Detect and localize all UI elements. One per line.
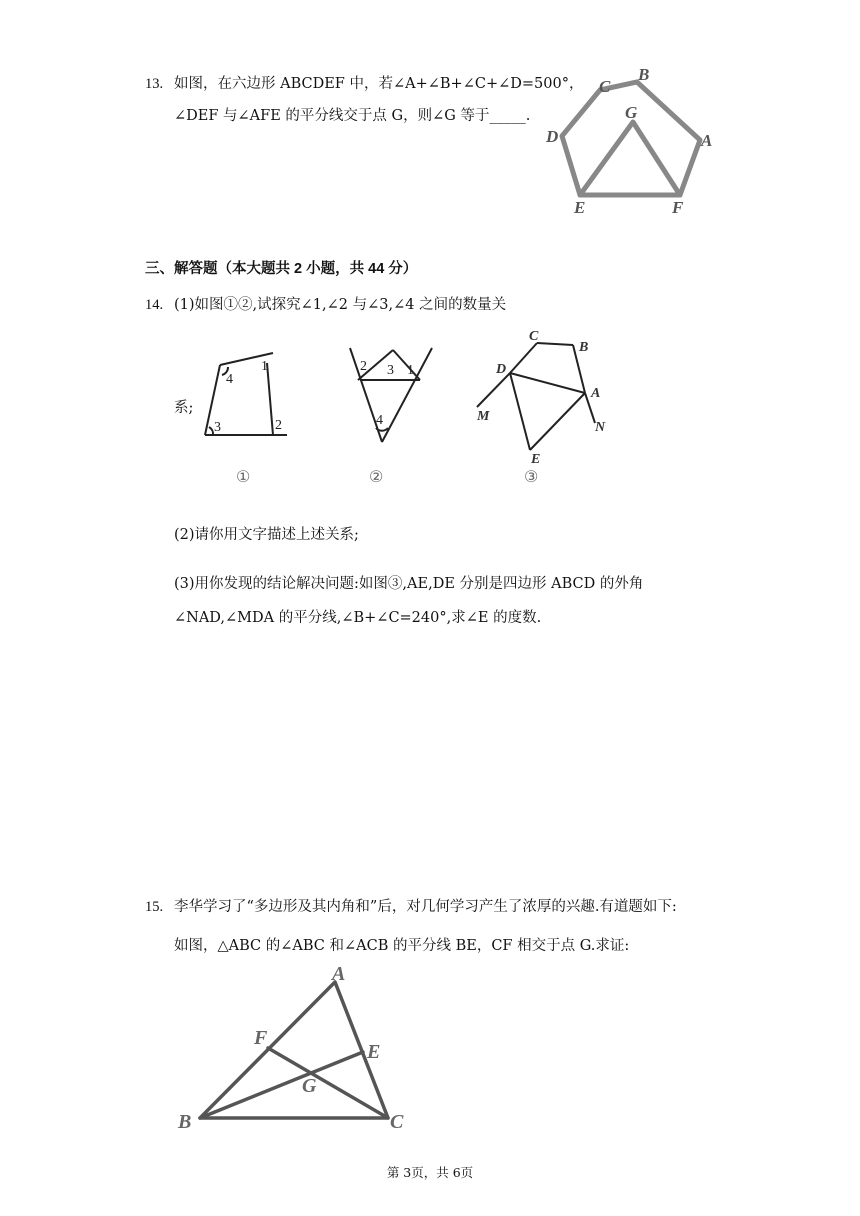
q15-triangle-figure: [170, 960, 420, 1135]
fig3-label-b: B: [579, 340, 589, 355]
q15-line1: 李华学习了“多边形及其内角和”后，对几何学习产生了浓厚的兴趣.有道题如下:: [174, 899, 677, 915]
fig3-label-a: A: [591, 386, 601, 401]
fig1-angle-1: 1: [261, 359, 268, 374]
q14-figure-2: [340, 340, 440, 450]
q15-label-b: B: [178, 1111, 192, 1133]
q15-line2: 如图，△ABC 的∠ABC 和∠ACB 的平分线 BE，CF 相交于点 G.求证:: [174, 938, 630, 954]
fig3-label-c: C: [529, 329, 539, 344]
page-footer: 第 3页，共 6页: [386, 1165, 474, 1180]
fig2-angle-2: 2: [360, 359, 367, 374]
q14-part1-cont: 系;: [174, 400, 194, 416]
q13-label-g: G: [625, 103, 638, 122]
fig3-label-e: E: [531, 452, 541, 467]
fig2-caption: ②: [369, 469, 384, 486]
q13-number: 13.: [145, 76, 164, 92]
q14-figure-1: [195, 345, 295, 445]
fig1-angle-4: 4: [226, 372, 233, 387]
fig2-angle-3: 3: [387, 363, 394, 378]
q13-label-a: A: [701, 131, 713, 150]
fig1-caption: ①: [236, 469, 251, 486]
fig3-label-m: M: [477, 409, 490, 424]
q13-hexagon-figure: [540, 60, 720, 220]
q14-number: 14.: [145, 297, 164, 313]
q13-label-b: B: [638, 65, 650, 84]
q14-figure-3: [465, 325, 625, 465]
q14-part2: (2)请你用文字描述上述关系;: [174, 527, 359, 543]
q14-part3-line2: ∠NAD,∠MDA 的平分线,∠B+∠C=240°,求∠E 的度数.: [174, 610, 542, 626]
fig3-label-d: D: [496, 362, 507, 377]
q13-label-c: C: [599, 77, 611, 96]
fig3-caption: ③: [524, 469, 539, 486]
q15-number: 15.: [145, 899, 164, 915]
fig2-angle-1: 1: [407, 363, 414, 378]
q15-label-e: E: [367, 1041, 381, 1063]
q13-line1: 如图，在六边形 ABCDEF 中，若∠A+∠B+∠C+∠D=500°，: [174, 76, 584, 92]
q15-label-g: G: [302, 1075, 317, 1097]
fig1-angle-3: 3: [214, 420, 221, 435]
fig3-label-n: N: [595, 420, 606, 435]
q13-label-f: F: [672, 198, 684, 217]
q13-line2: ∠DEF 与∠AFE 的平分线交于点 G，则∠G 等于_____.: [174, 108, 531, 124]
q14-part3-line1: (3)用你发现的结论解决问题:如图③,AE,DE 分别是四边形 ABCD 的外角: [174, 576, 644, 592]
q14-part1: (1)如图①②,试探究∠1,∠2 与∠3,∠4 之间的数量关: [174, 297, 507, 313]
section-3-title: 三、解答题（本大题共 2 小题，共 44 分）: [145, 261, 418, 277]
fig2-angle-4: 4: [376, 413, 383, 428]
q15-label-c: C: [390, 1111, 404, 1133]
fig1-angle-2: 2: [275, 418, 282, 433]
q13-label-e: E: [574, 198, 586, 217]
q13-label-d: D: [546, 127, 559, 146]
q15-label-f: F: [254, 1027, 268, 1049]
q15-label-a: A: [332, 963, 346, 985]
